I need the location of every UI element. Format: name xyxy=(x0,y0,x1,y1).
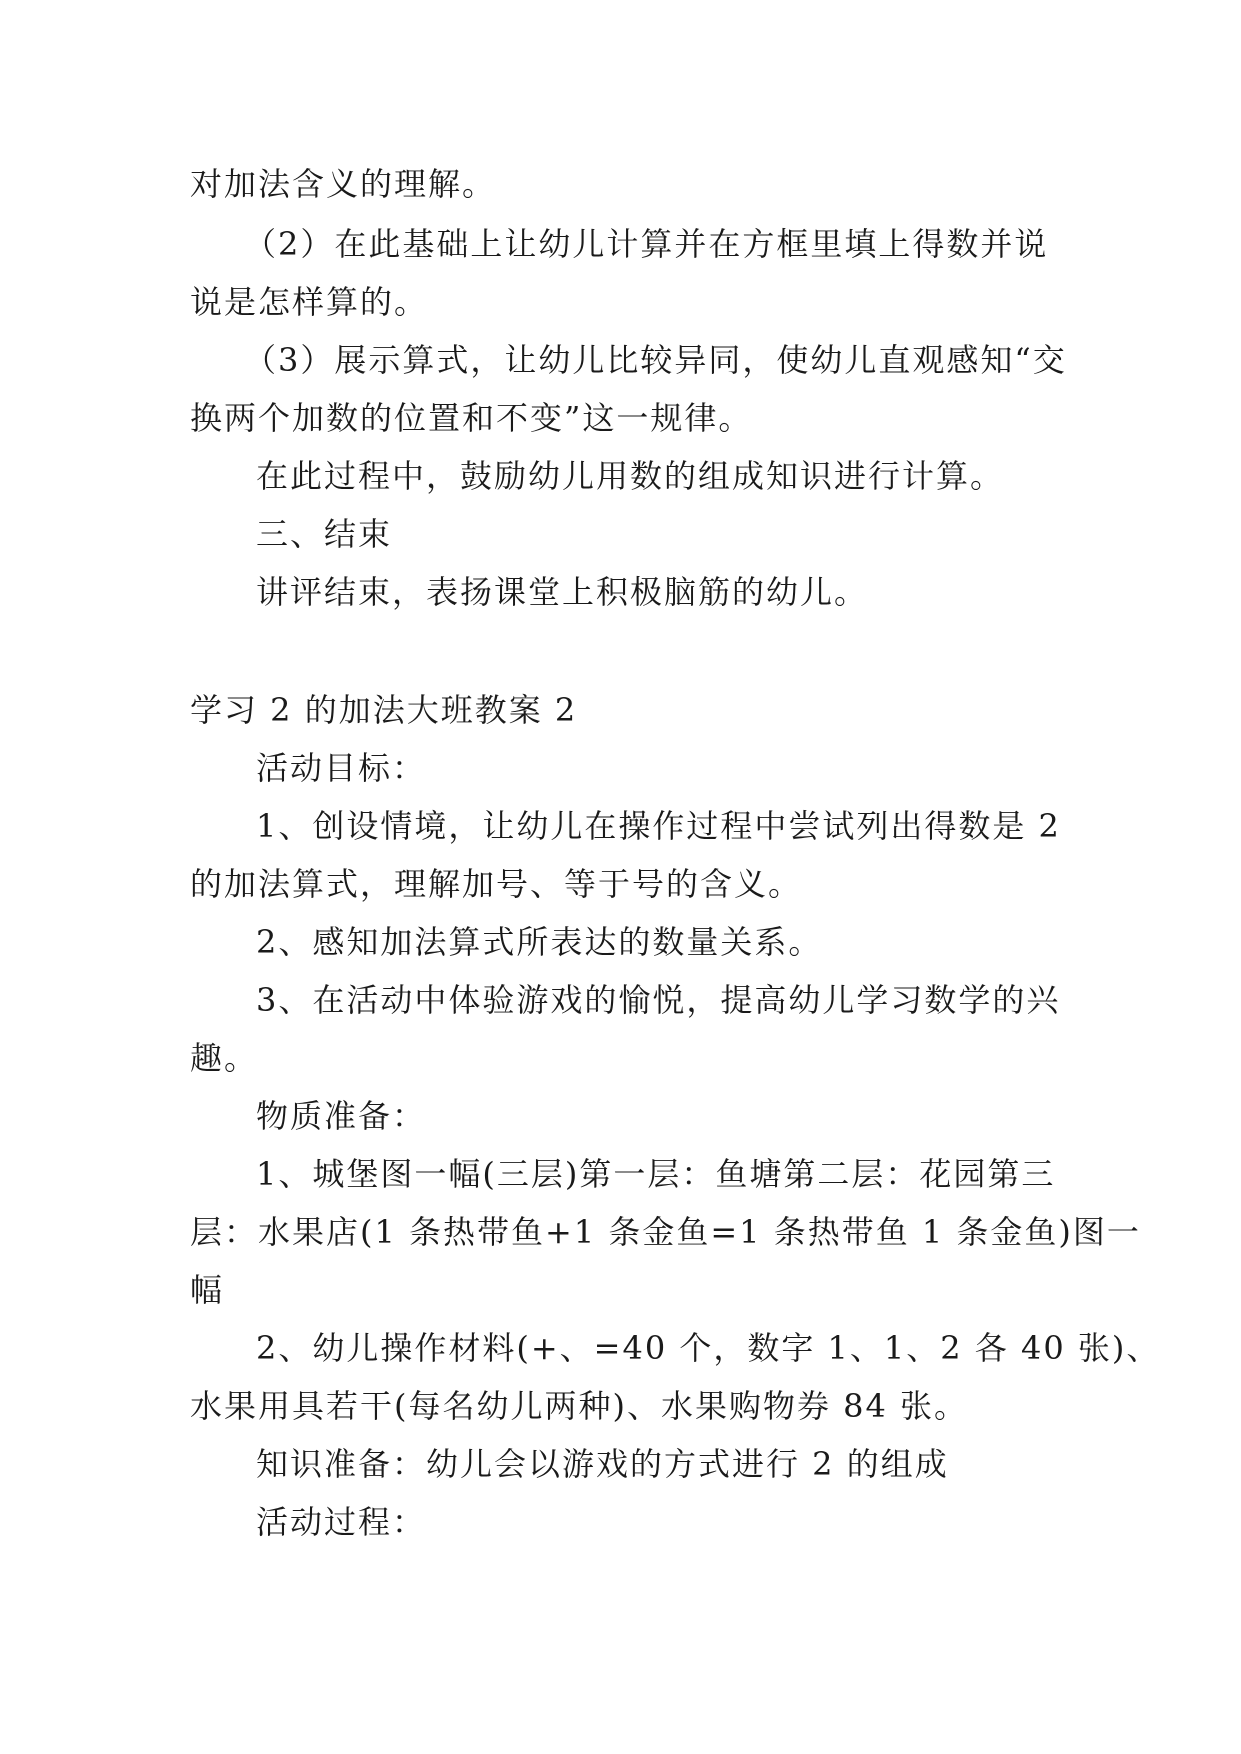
text-line: （3）展示算式，让幼儿比较异同，使幼儿直观感知“交 xyxy=(244,341,1067,379)
text-line: 层：水果店(1 条热带鱼+1 条金鱼=1 条热带鱼 1 条金鱼)图一 xyxy=(190,1213,1141,1251)
document-title: 学习 2 的加法大班教案 2 xyxy=(190,691,578,729)
text-line: 1、城堡图一幅(三层)第一层：鱼塘第二层：花园第三 xyxy=(256,1155,1056,1193)
text-line: 对加法含义的理解。 xyxy=(190,165,497,203)
text-line: 在此过程中，鼓励幼儿用数的组成知识进行计算。 xyxy=(256,457,1005,495)
text-line: 趣。 xyxy=(190,1039,259,1077)
text-line: 说是怎样算的。 xyxy=(190,283,429,321)
text-line: （2）在此基础上让幼儿计算并在方框里填上得数并说 xyxy=(244,225,1049,263)
text-line: 2、感知加法算式所表达的数量关系。 xyxy=(256,923,823,961)
section-heading: 活动过程： xyxy=(256,1503,427,1541)
text-line: 1、创设情境，让幼儿在操作过程中尝试列出得数是 2 xyxy=(256,807,1061,845)
text-line: 3、在活动中体验游戏的愉悦，提高幼儿学习数学的兴 xyxy=(256,981,1061,1019)
text-line: 讲评结束，表扬课堂上积极脑筋的幼儿。 xyxy=(256,573,869,611)
text-line: 换两个加数的位置和不变”这一规律。 xyxy=(190,399,753,437)
text-line: 的加法算式，理解加号、等于号的含义。 xyxy=(190,865,803,903)
text-line: 幅 xyxy=(190,1271,225,1309)
text-line: 知识准备：幼儿会以游戏的方式进行 2 的组成 xyxy=(256,1445,949,1483)
section-heading: 活动目标： xyxy=(256,749,427,787)
section-heading: 物质准备： xyxy=(256,1097,427,1135)
text-line: 水果用具若干(每名幼儿两种)、水果购物券 84 张。 xyxy=(190,1387,969,1425)
text-line: 2、幼儿操作材料(+、=40 个，数字 1、1、2 各 40 张)、 xyxy=(256,1329,1161,1367)
section-heading: 三、结束 xyxy=(256,515,393,553)
